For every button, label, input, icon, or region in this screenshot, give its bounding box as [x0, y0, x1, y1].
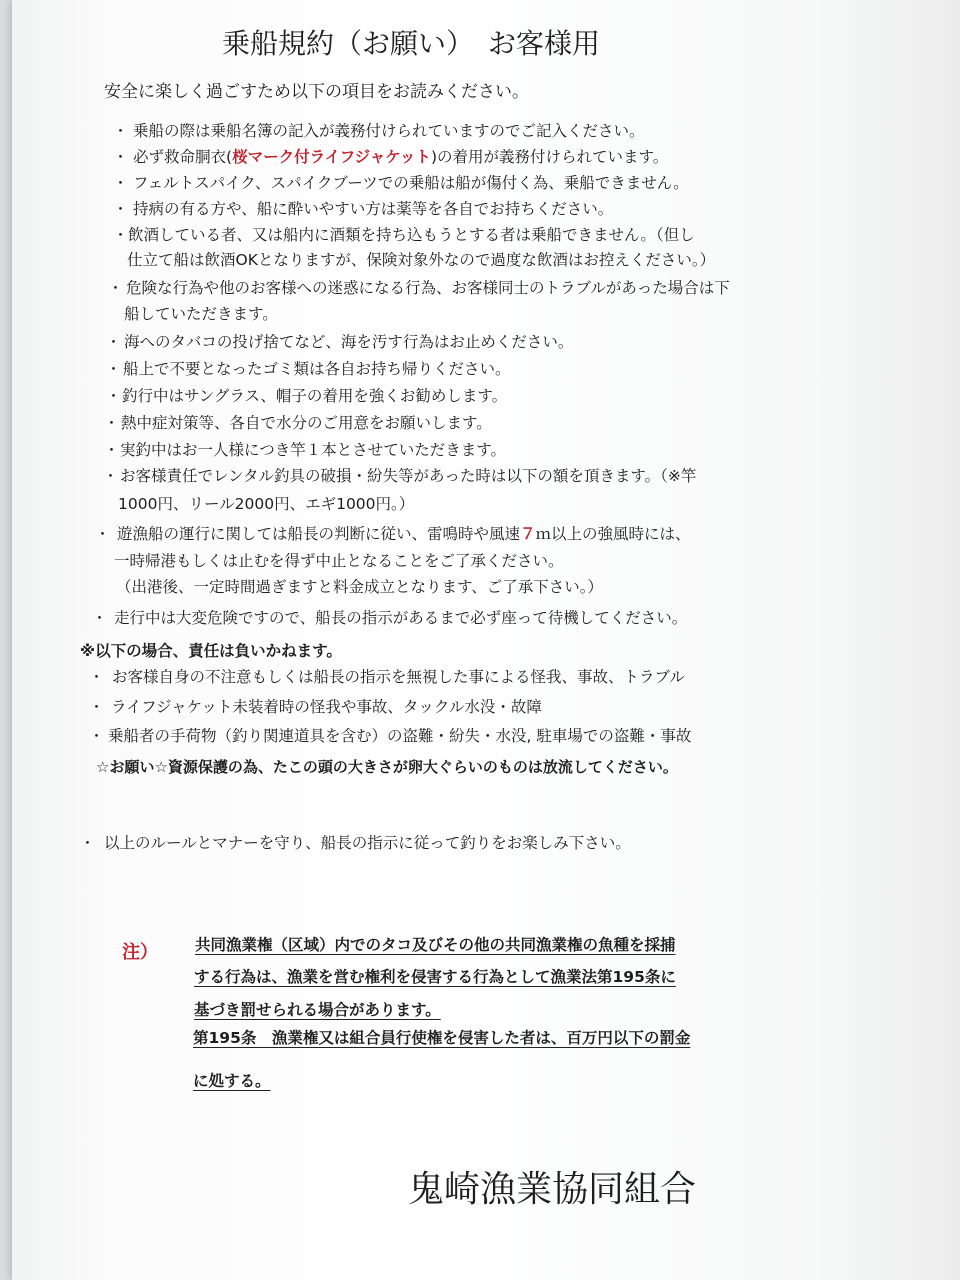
document-sheet	[12, 0, 960, 1280]
document-title: 乗船規約（お願い） お客様用	[222, 27, 601, 60]
note-line: 共同漁業権（区域）内でのタコ及びその他の共同漁業権の魚種を採捕	[195, 936, 676, 954]
rule-life-jacket-highlight: 桜マーク付ライフジャケット	[232, 148, 431, 166]
rule-boarding-register: 乗船の際は乗船名簿の記入が義務付けられていますのでご記入ください。	[133, 122, 645, 140]
intro-text: 安全に楽しく過ごすため以下の項目をお読みください。	[104, 82, 529, 102]
bullet-marker: ・	[80, 834, 96, 852]
rule-dangerous-acts-line1: 危険な行為や他のお客様への迷惑になる行為、お客様同士のトラブルがあった場合は下	[126, 279, 730, 297]
rule-stay-seated: 走行中は大変危険ですので、船長の指示があるまで必ず座って待機してください。	[114, 609, 688, 627]
bullet-marker: ・	[106, 387, 122, 405]
note-line: する行為は、漁業を営む権利を侵害する行為として漁業法第195条に	[194, 968, 676, 986]
rule-weather-text-after: ｍ以上の強風時には、	[535, 525, 691, 543]
liability-item: お客様自身の不注意もしくは船長の指示を無視した事による怪我、事故、トラブル	[112, 668, 685, 686]
bullet-marker: ・	[113, 148, 129, 166]
bullet-marker: ・	[92, 609, 108, 627]
bullet-marker: ・	[89, 668, 105, 686]
liability-item: 乗船者の手荷物（釣り関連道具を含む）の盗難・紛失・水没, 駐車場での盗難・事故	[108, 727, 692, 745]
rule-heatstroke: 熱中症対策等、各自で水分のご用意をお願いします。	[121, 414, 492, 432]
note-line: 第195条 漁業権又は組合員行使権を侵害した者は、百万円以下の罰金	[193, 1029, 691, 1047]
bullet-marker: ・	[95, 525, 111, 543]
bullet-marker: ・	[113, 200, 129, 218]
rule-garbage: 船上で不要となったゴミ類は各自お持ち帰りください。	[123, 360, 511, 378]
rule-weather-line3: （出港後、一定時間過ぎますと料金成立となります、ご了承下さい。）	[116, 578, 604, 596]
rule-medication: 持病の有る方や、船に酔いやすい方は薬等を各自でお持ちください。	[133, 200, 614, 218]
bullet-marker: ・	[106, 333, 122, 351]
rule-spike-boots: フェルトスパイク、スパイクブーツでの乗船は船が傷付く為、乗船できません。	[133, 174, 689, 192]
note-marker: 注）	[122, 942, 158, 963]
closing-message: 以上のルールとマナーを守り、船長の指示に従って釣りをお楽しみ下さい。	[104, 834, 631, 852]
bullet-marker: ・	[89, 727, 105, 745]
bullet-marker: ・	[113, 174, 129, 192]
bullet-marker: ・	[106, 360, 122, 378]
rule-rental-fees-line1: お客様責任でレンタル釣具の破損・紛失等があった時は以下の額を頂きます。（※竿	[120, 467, 697, 485]
bullet-marker: ・	[103, 467, 119, 485]
bullet-marker: ・	[104, 414, 120, 432]
liability-heading: ※以下の場合、責任は負いかねます。	[80, 642, 342, 660]
rule-life-jacket-text-after: )の着用が義務付けられています。	[430, 148, 669, 166]
bullet-marker: ・	[108, 279, 124, 297]
bullet-marker: ・	[104, 441, 120, 459]
bullet-marker: ・	[113, 122, 129, 140]
rule-one-rod: 実釣中はお一人様につき竿１本とさせていただきます。	[120, 441, 506, 459]
rule-dangerous-acts-line2: 船していただきます。	[124, 305, 278, 323]
note-line: に処する。	[193, 1072, 271, 1090]
rule-sunglasses: 釣行中はサングラス、帽子の着用を強くお勧めします。	[122, 387, 508, 405]
liability-item: ライフジャケット未装着時の怪我や事故、タックル水没・故障	[111, 698, 542, 716]
rule-weather-wind-speed: ７	[520, 525, 536, 543]
rule-alcohol-line1: 飲酒している者、又は船内に酒類を持ち込もうとする者は乗船できません。（但し	[128, 226, 695, 244]
rule-no-littering: 海へのタバコの投げ捨てなど、海を汚す行為はお止めください。	[124, 333, 574, 351]
rule-weather-line1	[117, 527, 691, 543]
rule-rental-fees-line2: 1000円、リール2000円、エギ1000円。）	[118, 495, 415, 513]
rule-life-jacket	[133, 150, 668, 166]
organization-name: 鬼崎漁業協同組合	[408, 1169, 697, 1210]
rule-weather-text-before: 遊漁船の運行に関しては船長の判断に従い、雷鳴時や風速	[117, 525, 521, 543]
rule-alcohol-line2: 仕立て船は飲酒OKとなりますが、保険対象外なので過度な飲酒はお控えください。）	[127, 251, 716, 269]
rule-life-jacket-text-before: 必ず救命胴衣(	[133, 148, 233, 166]
bullet-marker: ・	[113, 226, 129, 244]
note-line: 基づき罰せられる場合があります。	[194, 1001, 441, 1019]
bullet-marker: ・	[89, 698, 105, 716]
octopus-release-request: ☆お願い☆資源保護の為、たこの頭の大きさが卵大ぐらいのものは放流してください。	[96, 758, 678, 776]
rule-weather-line2: 一時帰港もしくは止むを得ず中止となることをご了承ください。	[114, 552, 564, 570]
